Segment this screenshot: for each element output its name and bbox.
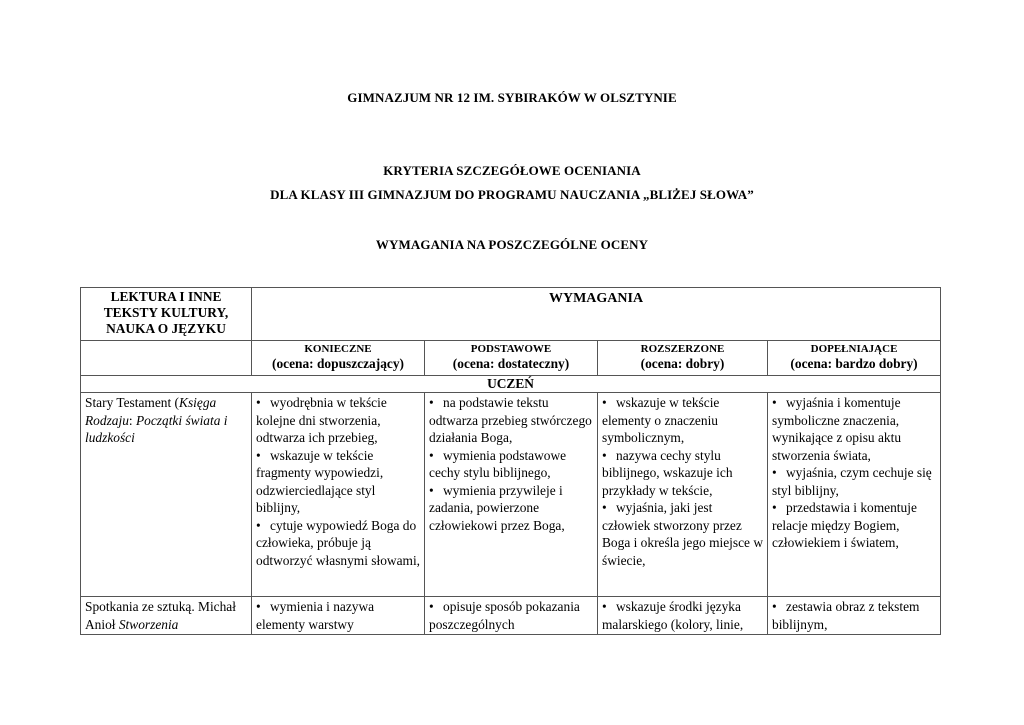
literature-column-header — [81, 288, 252, 341]
requirement-text: zestawia obraz z tekstem biblijnym, — [772, 599, 920, 632]
bullet-icon: • — [256, 395, 261, 410]
requirement-text: nazywa cechy stylu biblijnego, wskazuje ich przykłady w tekście, — [602, 447, 733, 498]
requirement-item — [772, 499, 936, 552]
requirement-cell — [598, 597, 768, 635]
level-name: PODSTAWOWE — [470, 343, 552, 355]
school-name: GIMNAZJUM NR 12 IM. SYBIRAKÓW W OLSZTYNIE — [347, 90, 677, 105]
topic-artwork-title: Stworzenia — [118, 616, 179, 632]
requirement-item — [256, 394, 420, 447]
requirement-text: opisuje sposób pokazania poszczególnych — [429, 599, 580, 632]
requirement-text: wyjaśnia i komentuje symboliczne znaczenia, wynikające z opisu aktu stworzenia świata, — [772, 395, 902, 463]
document-title: KRYTERIA SZCZEGÓŁOWE OCENIANIA — [383, 163, 641, 178]
topic-book-title: Księga Rodzaju — [85, 395, 217, 428]
bullet-icon: • — [602, 599, 607, 614]
bullet-icon: • — [602, 447, 607, 463]
topic-chapter-title: Początki świata i ludzkości — [85, 412, 228, 445]
requirement-text: na podstawie tekstu odtwarza przebieg stwórczego działania Boga, — [429, 395, 592, 445]
literature-header-line-2: TEKSTY KULTURY, — [103, 305, 229, 320]
requirement-item — [429, 482, 593, 535]
bullet-icon: • — [256, 447, 261, 463]
requirement-text: przedstawia i komentuje relacje między Bogiem, człowiekiem i światem, — [772, 500, 917, 550]
requirement-text: wskazuje w tekście elementy o znaczeniu symbolicznym, — [602, 395, 720, 445]
level-name: ROZSZERZONE — [640, 343, 725, 355]
level-grade: (ocena: bardzo dobry) — [790, 356, 918, 371]
requirement-item — [429, 394, 593, 447]
level-dopelniajace — [768, 341, 941, 376]
requirement-cell — [598, 393, 768, 597]
bullet-icon: • — [772, 500, 777, 515]
requirement-cell — [768, 393, 941, 597]
requirement-text: wymienia i nazywa elementy warstwy — [256, 599, 375, 632]
requirement-item — [256, 517, 420, 570]
requirement-text: wyjaśnia, jaki jest człowiek stworzony przez Boga i określa jego miejsce w świecie, — [602, 500, 764, 568]
requirements-header: WYMAGANIA — [252, 288, 941, 341]
requirement-text: cytuje wypowiedź Boga do człowieka, próbuje ją odtworzyć własnymi słowami, — [256, 517, 421, 568]
requirement-text: wyjaśnia, czym cechuje się styl biblijny, — [772, 465, 932, 498]
level-podstawowe — [425, 341, 598, 376]
requirement-item — [602, 598, 763, 633]
level-grade: (ocena: dopuszczający) — [271, 356, 405, 371]
bullet-icon: • — [429, 599, 434, 614]
bullet-icon: • — [429, 482, 434, 498]
bullet-icon: • — [256, 517, 261, 533]
bullet-icon: • — [429, 447, 434, 463]
requirement-item — [772, 598, 936, 633]
requirement-item — [256, 447, 420, 517]
requirement-cell — [768, 597, 941, 635]
section-title: WYMAGANIA NA POSZCZEGÓLNE OCENY — [375, 237, 649, 252]
requirement-cell — [252, 393, 425, 597]
bullet-icon: • — [602, 395, 607, 410]
topic-separator: : — [128, 412, 136, 428]
requirement-item — [256, 598, 420, 633]
requirement-text: wskazuje środki języka malarskiego (kolory, linie, — [602, 599, 744, 632]
requirement-item — [602, 499, 763, 569]
topic-text: Stary Testament ( — [85, 395, 180, 410]
literature-header-line-1: LEKTURA I INNE — [110, 289, 222, 304]
level-name: KONIECZNE — [304, 343, 372, 355]
requirement-item — [602, 447, 763, 500]
level-grade: (ocena: dostateczny) — [452, 356, 570, 371]
empty-header-cell — [81, 341, 252, 376]
requirement-text: wyodrębnia w tekście kolejne dni stworzenia, odtwarza ich przebieg, — [256, 395, 387, 445]
requirement-item — [602, 394, 763, 447]
requirement-text: wymienia przywileje i zadania, powierzone człowiekowi przez Boga, — [429, 482, 565, 533]
level-name: DOPEŁNIAJĄCE — [810, 343, 898, 355]
requirement-item — [429, 598, 593, 633]
level-rozszerzone — [598, 341, 768, 376]
document-subtitle: DLA KLASY III GIMNAZJUM DO PROGRAMU NAUCZANIA „BLIŻEJ SŁOWA” — [270, 187, 754, 202]
literature-header-line-3: NAUKA O JĘZYKU — [106, 321, 226, 336]
requirement-text: wymienia podstawowe cechy stylu biblijnego, — [429, 447, 567, 480]
bullet-icon: • — [772, 395, 777, 410]
topic-text: Spotkania ze sztuką. Michał Anioł — [85, 599, 236, 632]
requirement-cell — [252, 597, 425, 635]
requirement-item — [772, 464, 936, 499]
bullet-icon: • — [429, 395, 434, 410]
topic-old-testament — [81, 393, 252, 597]
requirement-cell — [425, 393, 598, 597]
bullet-icon: • — [772, 465, 777, 480]
requirement-cell — [425, 597, 598, 635]
bullet-icon: • — [772, 599, 777, 614]
level-grade: (ocena: dobry) — [640, 356, 725, 371]
topic-michelangelo — [81, 597, 252, 635]
student-row-header: UCZEŃ — [81, 376, 941, 393]
requirement-text: wskazuje w tekście fragmenty wypowiedzi, odzwierciedlające styl biblijny, — [256, 447, 384, 515]
requirement-item — [429, 447, 593, 482]
requirement-item — [772, 394, 936, 464]
bullet-icon: • — [602, 500, 607, 515]
requirements-table — [80, 287, 941, 635]
level-konieczne — [252, 341, 425, 376]
bullet-icon: • — [256, 599, 261, 614]
